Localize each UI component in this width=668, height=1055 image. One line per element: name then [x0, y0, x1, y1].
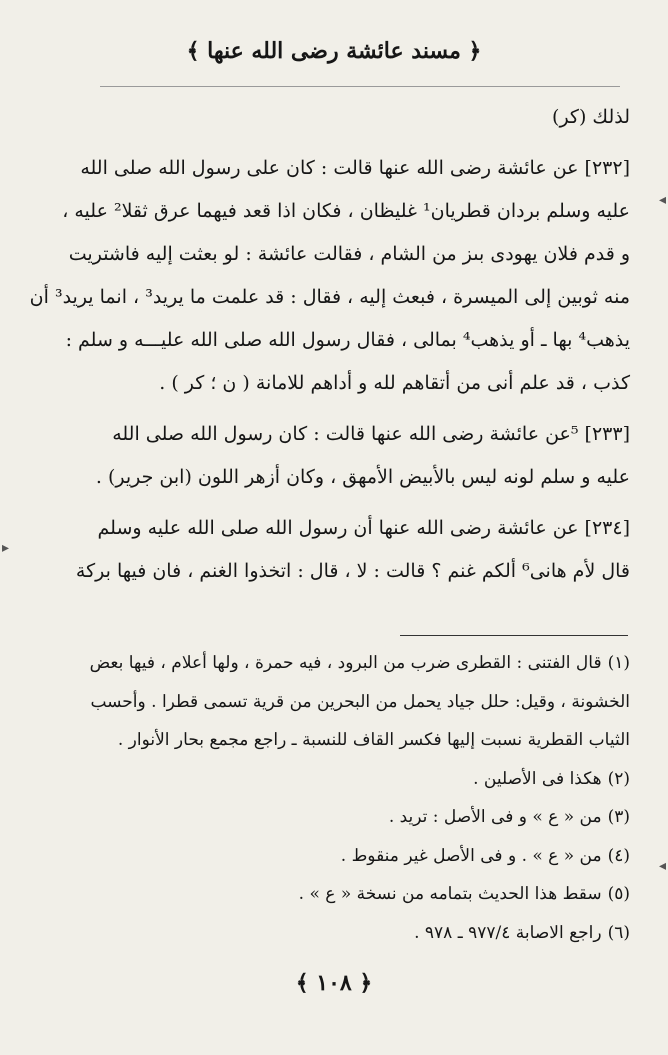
footnote-text: الثياب القطرية نسبت إليها فكسر القاف للنسبة ـ راجع مجمع بحار الأنوار .: [117, 730, 630, 750]
header-rule: [100, 86, 620, 87]
margin-mark: ▸: [2, 540, 10, 556]
footnote-number: (٦): [607, 922, 630, 943]
running-header: ﴿ مسند عائشة رضى الله عنها ﴾: [186, 38, 482, 64]
footnote-6: [22, 914, 630, 953]
footnote-text: راجع الاصابة ٩٧٧/٤ ـ ٩٧٨ .: [414, 922, 602, 943]
text-line: [٢٣٣] ⁵عن عائشة رضى الله عنها قالت : كان رسول الله صلى الله: [112, 423, 630, 445]
footnote-number: (٣): [607, 807, 630, 827]
text-line: يذهب⁴ بها ـ أو يذهب⁴ بمالى ، فقال رسول الله صلى الله عليـــه و سلم :: [65, 329, 630, 351]
text-line: لذلك (كر): [552, 106, 630, 128]
hadith-234: [22, 507, 630, 593]
footnote-number: (٢): [607, 768, 630, 789]
margin-mark: ◂: [658, 192, 666, 208]
paragraph-continuation: [22, 96, 630, 139]
footnote-text: سقط هذا الحديث بتمامه من نسخة « ع » .: [298, 884, 602, 904]
footnote-1: [22, 644, 630, 760]
footnote-2: [22, 760, 630, 799]
footnote-separator: [400, 635, 628, 636]
text-line: كذب ، قد علم أنى من أتقاهم لله و أداهم للامانة ( ن ؛ كر ) .: [159, 372, 630, 394]
footnote-text: من « ع » . و فى الأصل غير منقوط .: [340, 845, 602, 866]
footnote-text: قال الفتنى : القطرى ضرب من البرود ، فيه حمرة ، ولها أعلام ، فيها بعض: [89, 653, 602, 673]
text-line: [٢٣٤] عن عائشة رضى الله عنها أن رسول الله صلى الله عليه وسلم: [97, 517, 630, 539]
footnote-number: (٤): [607, 845, 630, 866]
text-line: منه ثوبين إلى الميسرة ، فبعث إليه ، فقال : قد علمت ما يريد³ ، انما يريد³ أن: [29, 286, 630, 308]
footnote-text: الخشونة ، وقيل: حلل جياد يحمل من البحرين من قرية تسمى قطرا . وأحسب: [90, 691, 630, 712]
text-line: [٢٣٢] عن عائشة رضى الله عنها قالت : كان على رسول الله صلى الله: [80, 157, 630, 179]
footnote-text: من « ع » و فى الأصل : تريد .: [388, 807, 602, 827]
footnote-5: [22, 875, 630, 914]
hadith-233: [22, 413, 630, 499]
footnote-4: [22, 837, 630, 876]
text-line: عليه وسلم بردان قطريان¹ غليظان ، فكان اذا قعد فيهما عرق ثقلا² عليه ،: [62, 200, 630, 222]
main-text: [22, 96, 630, 593]
footnote-number: (١): [607, 653, 630, 673]
footnote-text: هكذا فى الأصلين .: [473, 768, 602, 789]
text-line: عليه و سلم لونه ليس بالأبيض الأمهق ، وكان أزهر اللون (ابن جرير) .: [95, 466, 630, 488]
text-line: قال لأم هانى⁶ ألكم غنم ؟ قالت : لا ، قال : اتخذوا الغنم ، فان فيها بركة: [75, 560, 630, 582]
text-line: و قدم فلان يهودى بىز من الشام ، فقالت عائشة : لو بعثت إليه فاشتريت: [68, 243, 630, 265]
footnote-number: (٥): [607, 884, 630, 904]
margin-mark: ◂: [658, 858, 666, 874]
page-number: ﴿ ١٠٨ ﴾: [295, 970, 373, 996]
footnotes: [22, 644, 630, 952]
footnote-3: [22, 798, 630, 837]
hadith-232: [22, 147, 630, 405]
